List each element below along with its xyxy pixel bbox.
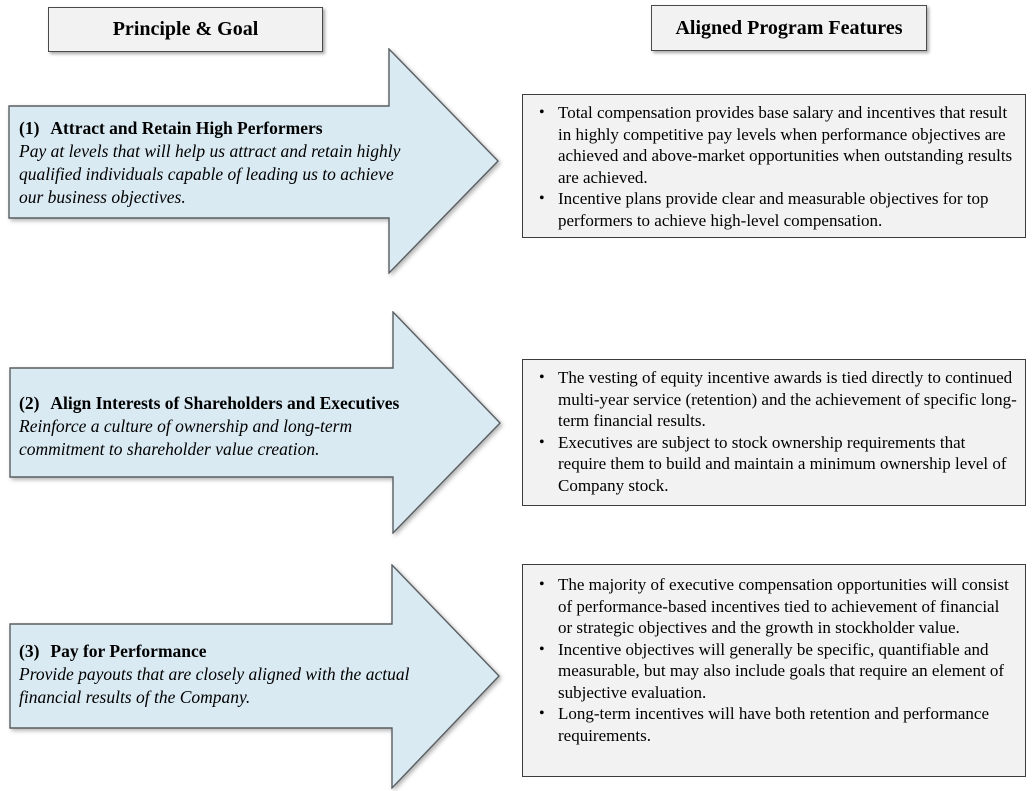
principle-2-goal: Reinforce a culture of ownership and long-term commitment to shareholder value creation. — [19, 416, 353, 459]
principle-1-goal: Pay at levels that will help us attract and retain highly qualified individuals capable of leading us to achieve our business objectives. — [19, 141, 401, 207]
feature-item: • Total compensation provides base salary and incentives that result in highly competitive pay levels when performance objectives are achieved and above-market opportunities when outstanding results are achieved. — [558, 102, 1017, 188]
features-box-3 — [522, 564, 1026, 777]
principle-3 — [19, 640, 449, 709]
feature-item: • Long-term incentives will have both retention and performance requirements. — [558, 703, 1017, 746]
header-principle-goal-label: Principle & Goal — [112, 18, 259, 40]
header-aligned-features — [651, 5, 927, 51]
principle-1-title-text: Attract and Retain High Performers — [50, 118, 323, 138]
principle-3-number: (3) — [19, 641, 40, 661]
feature-item: • The vesting of equity incentive awards is tied directly to continued multi-year service (retention) and the achievement of specific long-term financial results. — [558, 367, 1017, 432]
principle-1-title — [19, 117, 449, 140]
principle-3-title — [19, 640, 449, 663]
principle-2-number: (2) — [19, 393, 40, 413]
principle-2-title-text: Align Interests of Shareholders and Executives — [50, 393, 400, 413]
principle-3-goal: Provide payouts that are closely aligned with the actual financial results of the Company. — [19, 664, 410, 707]
principle-3-title-text: Pay for Performance — [50, 641, 207, 661]
principle-2 — [19, 392, 449, 461]
features-list-3 — [523, 574, 1017, 746]
principle-1 — [19, 117, 449, 209]
features-list-2 — [523, 367, 1017, 496]
features-box-1 — [522, 94, 1026, 238]
header-principle-goal — [48, 7, 323, 52]
header-aligned-features-label: Aligned Program Features — [675, 16, 903, 39]
features-box-2 — [522, 359, 1026, 506]
feature-item: • Executives are subject to stock ownership requirements that require them to build and maintain a minimum ownership level of Company stock. — [558, 432, 1017, 497]
features-list-1 — [523, 102, 1017, 231]
feature-item: • Incentive objectives will generally be specific, quantifiable and measurable, but may also include goals that require an element of subjective evaluation. — [558, 639, 1017, 704]
feature-item: • Incentive plans provide clear and measurable objectives for top performers to achieve high-level compensation. — [558, 188, 1017, 231]
feature-item: • The majority of executive compensation opportunities will consist of performance-based incentives tied to achievement of financial or strategic objectives and the growth in stockholder value. — [558, 574, 1017, 639]
principle-2-title — [19, 392, 449, 415]
principle-1-number: (1) — [19, 118, 40, 138]
